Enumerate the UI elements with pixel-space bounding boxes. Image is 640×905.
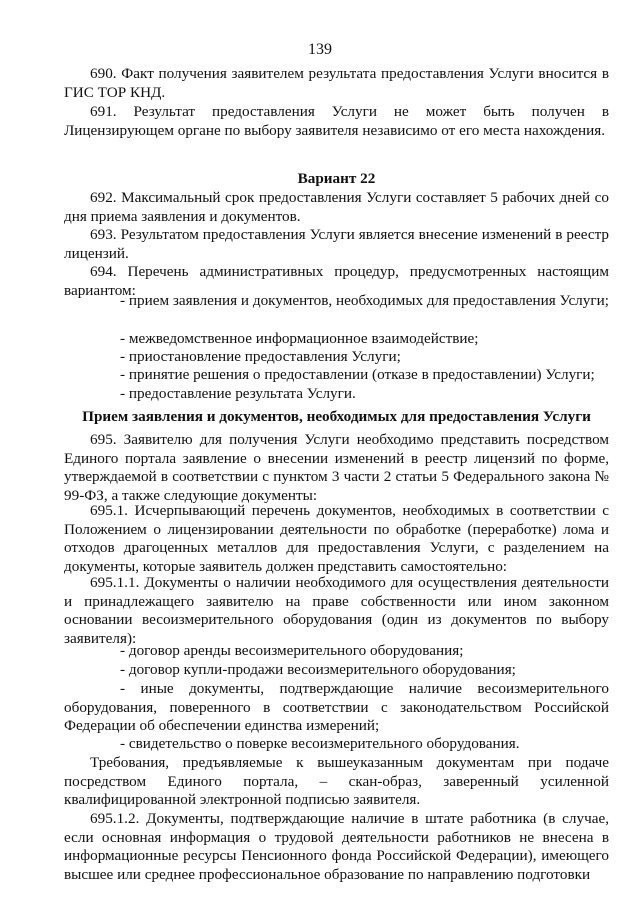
paragraph-695: 695. Заявителю для получения Услуги необходимо представить посредством Единого портала заявление о внесении изменений в реестр лицензий по форме, утверждаемой в соответствии с пунктом 3 части 2 статьи 5 Федерального закона № 99-ФЗ, а также следующие документы:: [64, 431, 609, 504]
paragraph-692: 692. Максимальный срок предоставления Услуги составляет 5 рабочих дней со дня приема заявления и документов.: [64, 189, 609, 225]
paragraph-695-1: 695.1. Исчерпывающий перечень документов, необходимых в соответствии с Положением о лицензировании деятельности по обработке (переработке) лома и отходов драгоценных металлов для предоставления Услуги, с разделением на документы, которые заявитель должен представить самостоятельно:: [64, 502, 609, 575]
paragraph-695-1-1: 695.1.1. Документы о наличии необходимого для осуществления деятельности и принадлежащего заявителю на праве собственности или ином законном основании весоизмерительного оборудования (один из документов по выбору заявителя):: [64, 574, 609, 647]
variant-title: Вариант 22: [297, 170, 376, 187]
requirements-paragraph: Требования, предъявляемые к вышеуказанным документам при подаче посредством Единого портала, – скан-образ, заверенный усиленной квалифицированной электронной подписью заявителя.: [64, 754, 609, 809]
paragraph-693: 693. Результатом предоставления Услуги является внесение изменений в реестр лицензий.: [64, 226, 609, 262]
paragraph-691: 691. Результат предоставления Услуги не может быть получен в Лицензирующем органе по выбору заявителя независимо от его места нахождения.: [64, 103, 609, 139]
paragraph-694: 694. Перечень административных процедур, предусмотренных настоящим вариантом:: [64, 263, 609, 299]
list-item: - принятие решения о предоставлении (отказе в предоставлении) Услуги;: [120, 366, 610, 385]
page-number: 139: [308, 41, 332, 58]
paragraph-695-1-2: 695.1.2. Документы, подтверждающие наличие в штате работника (в случае, если основная информация о трудовой деятельности работников не внесена в информационные ресурсы Пенсионного фонда Российской Федерации), имеющего высшее или среднее профессиональное образование по направлению подготовки: [64, 810, 609, 883]
list-item: - иные документы, подтверждающие наличие весоизмерительного оборудования, поверенного в соответствии с законодательством Российской Федерации об обеспечении единства измерений;: [64, 680, 609, 736]
list-item: - межведомственное информационное взаимодействие;: [120, 330, 610, 349]
list-item: - предоставление результата Услуги.: [120, 385, 610, 404]
list-item: - приостановление предоставления Услуги;: [120, 348, 610, 367]
paragraph-690: 690. Факт получения заявителем результата предоставления Услуги вносится в ГИС ТОР КНД.: [64, 65, 609, 101]
list-item: - свидетельство о поверке весоизмерительного оборудования.: [120, 735, 610, 754]
list-item: - прием заявления и документов, необходимых для предоставления Услуги;: [120, 292, 610, 311]
list-item: - договор аренды весоизмерительного оборудования;: [120, 642, 610, 661]
list-item: - договор купли-продажи весоизмерительного оборудования;: [120, 661, 610, 680]
section-title: Прием заявления и документов, необходимых для предоставления Услуги: [82, 408, 591, 425]
